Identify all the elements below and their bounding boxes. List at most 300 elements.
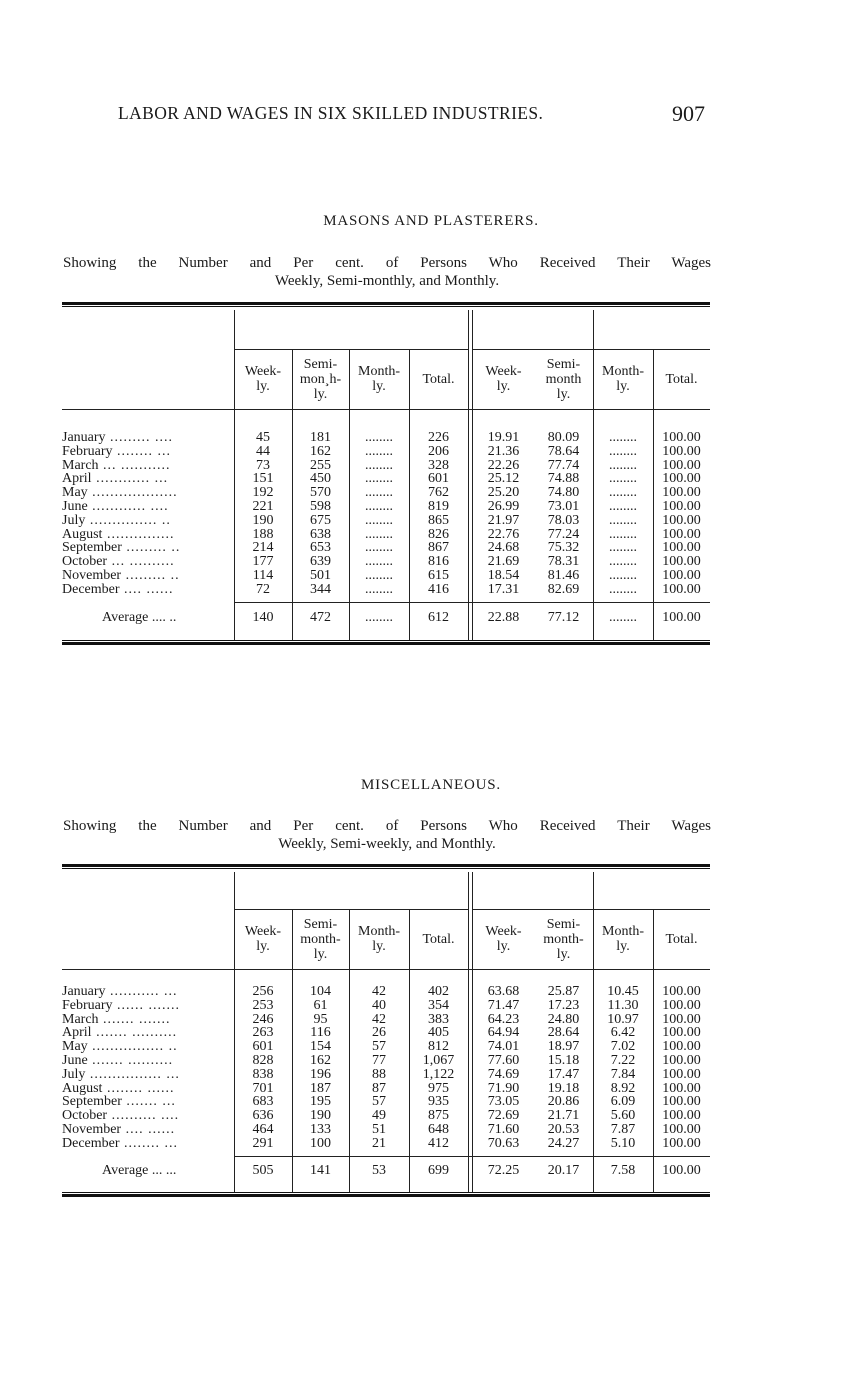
column-header-line: ly. <box>256 939 270 954</box>
month-name: January <box>62 985 106 999</box>
average-value-cell: ........ <box>609 610 637 625</box>
month-name: May <box>62 1040 88 1055</box>
value-cell: 181 <box>310 430 331 445</box>
value-cell: 57 <box>372 1039 386 1055</box>
month-cell <box>62 459 232 473</box>
month-cell <box>62 999 232 1013</box>
caption-line-1: Showing the Number and Per cent. of Persons Who Received Their Wages <box>63 818 711 834</box>
month-cell <box>62 431 232 445</box>
column-header-line: ly. <box>616 939 630 954</box>
value-cell: 49 <box>372 1108 386 1124</box>
value-cell: 64.23 <box>487 1011 520 1027</box>
value-cell: 246 <box>252 1011 274 1027</box>
table-bottom-rule <box>62 1192 710 1197</box>
leader-dots: ........ ... <box>119 1136 179 1151</box>
value-cell: 100.00 <box>662 526 701 542</box>
value-cell: 154 <box>310 1039 331 1055</box>
value-cell: 26.99 <box>487 499 520 514</box>
group-rule <box>234 909 468 910</box>
value-cell: 151 <box>252 471 274 487</box>
column-header-line: Month- <box>602 364 644 379</box>
average-row <box>62 1164 710 1178</box>
column-header-line: Month- <box>358 924 400 939</box>
column-header-line: Semi- <box>546 356 581 372</box>
value-cell: 187 <box>310 1080 331 1096</box>
value-cell: 77.60 <box>487 1053 520 1068</box>
month-name: December <box>62 1136 120 1151</box>
value-cell: 226 <box>428 430 449 445</box>
value-cell: 812 <box>428 1039 449 1055</box>
month-cell <box>62 541 232 555</box>
column-header <box>409 372 468 387</box>
value-cell: 61 <box>313 997 328 1013</box>
value-cell: 1,067 <box>422 1053 455 1068</box>
average-rule <box>234 602 710 603</box>
value-cell: 177 <box>252 554 274 570</box>
section-title: MISCELLANEOUS. <box>361 777 501 793</box>
value-cell: 162 <box>310 443 331 459</box>
column-header <box>534 357 593 402</box>
average-value-cell: 7.58 <box>610 1163 636 1178</box>
value-cell: ........ <box>609 443 637 459</box>
value-cell: 675 <box>310 512 331 528</box>
value-cell: ........ <box>609 512 637 528</box>
average-value-cell: 699 <box>428 1163 449 1178</box>
column-header-line: ly. <box>313 386 328 402</box>
value-cell: 100.00 <box>662 499 701 514</box>
value-cell: 6.09 <box>610 1094 636 1110</box>
value-cell: 77.24 <box>547 526 580 542</box>
value-cell: 24.80 <box>547 1011 580 1027</box>
month-cell <box>62 1137 232 1151</box>
value-cell: 195 <box>310 1094 331 1110</box>
month-name: April <box>62 1026 92 1041</box>
column-header-line: ly. <box>256 379 270 394</box>
value-cell: 21 <box>372 1135 386 1151</box>
masons-plasterers-table <box>62 302 710 647</box>
value-cell: 975 <box>428 1080 449 1096</box>
column-header <box>234 364 292 394</box>
column-header-line: Week- <box>244 924 282 939</box>
average-value-cell: 612 <box>428 610 449 625</box>
value-cell: 74.88 <box>547 471 580 487</box>
column-header-line: mon¸h- <box>299 371 342 387</box>
table-row <box>62 1137 710 1151</box>
value-cell: 826 <box>428 526 449 542</box>
value-cell: 100.00 <box>662 512 701 528</box>
group-rule <box>472 349 710 350</box>
value-cell: ........ <box>365 540 393 556</box>
average-value-cell: 100.00 <box>662 610 701 625</box>
column-header <box>473 364 534 394</box>
value-cell: 653 <box>310 540 331 556</box>
value-cell: 639 <box>310 554 331 570</box>
value-cell: 100.00 <box>662 1135 701 1151</box>
month-cell <box>62 1068 232 1082</box>
value-cell: 501 <box>310 568 331 583</box>
value-cell: 214 <box>252 540 274 556</box>
leader-dots: .... ...... <box>119 582 174 597</box>
leader-dots: ................ .. <box>87 1040 178 1055</box>
column-header-line: Total. <box>422 371 455 387</box>
value-cell: 100.00 <box>662 1066 701 1082</box>
value-cell: 100.00 <box>662 430 701 445</box>
value-cell: 22.76 <box>487 526 520 542</box>
value-cell: ........ <box>609 485 637 501</box>
value-cell: 328 <box>428 457 449 473</box>
value-cell: 192 <box>252 485 274 501</box>
value-cell: 25.12 <box>487 471 520 487</box>
average-value-cell: 141 <box>310 1163 331 1178</box>
value-cell: 100.00 <box>662 1011 701 1027</box>
value-cell: 70.63 <box>487 1135 520 1151</box>
value-cell: 100.00 <box>662 457 701 473</box>
value-cell: ........ <box>365 554 393 570</box>
value-cell: 100.00 <box>662 540 701 556</box>
month-cell <box>62 1026 232 1040</box>
leader-dots: ................... <box>87 486 178 501</box>
value-cell: 74.80 <box>547 485 580 501</box>
value-cell: 116 <box>310 1025 331 1041</box>
value-cell: 598 <box>310 499 331 514</box>
value-cell: ........ <box>609 581 637 597</box>
month-cell <box>62 1013 232 1027</box>
month-name: July <box>62 1067 86 1082</box>
value-cell: 71.90 <box>487 1080 520 1096</box>
column-header <box>409 932 468 947</box>
leader-dots: ........ ... <box>112 444 172 459</box>
column-header <box>292 357 349 402</box>
column-header <box>653 932 710 947</box>
table-row <box>62 1068 710 1082</box>
column-header <box>349 924 409 954</box>
value-cell: 24.27 <box>547 1135 580 1151</box>
value-cell: 25.87 <box>547 984 580 999</box>
caption-line-1: Showing the Number and Per cent. of Persons Who Received Their Wages <box>63 255 711 271</box>
value-cell: 253 <box>252 997 274 1013</box>
month-cell <box>62 1123 232 1137</box>
leader-dots: ... .......... <box>107 555 175 570</box>
leader-dots: ....... ... <box>121 1095 176 1110</box>
value-cell: ........ <box>609 554 637 570</box>
value-cell: 21.71 <box>547 1108 580 1124</box>
value-cell: 188 <box>252 526 274 542</box>
value-cell: 196 <box>310 1066 331 1082</box>
value-cell: 8.92 <box>610 1080 636 1096</box>
month-name: February <box>62 998 113 1013</box>
value-cell: 77 <box>372 1053 386 1068</box>
value-cell: 162 <box>310 1053 331 1068</box>
table-row <box>62 1123 710 1137</box>
column-header-line: ly. <box>556 386 571 402</box>
column-header-line: Week- <box>485 924 522 939</box>
leader-dots: ...... ....... <box>112 998 181 1013</box>
value-cell: 100.00 <box>662 1053 701 1068</box>
column-header-line: Semi- <box>546 916 581 932</box>
month-name: December <box>62 582 120 597</box>
value-cell: 867 <box>428 540 449 556</box>
value-cell: 256 <box>252 984 274 999</box>
value-cell: 20.53 <box>547 1122 580 1137</box>
column-header-line: Total. <box>665 931 698 947</box>
value-cell: 78.31 <box>547 554 580 570</box>
value-cell: 78.03 <box>547 512 580 528</box>
value-cell: 81.46 <box>547 568 580 583</box>
value-cell: 263 <box>252 1025 274 1041</box>
average-value-cell: 100.00 <box>662 1163 701 1178</box>
value-cell: 87 <box>372 1080 386 1096</box>
value-cell: 17.23 <box>547 997 580 1013</box>
leader-dots: ............... .. <box>85 513 171 528</box>
value-cell: 865 <box>428 512 449 528</box>
value-cell: ........ <box>365 485 393 501</box>
value-cell: ........ <box>365 526 393 542</box>
value-cell: 935 <box>428 1094 449 1110</box>
month-cell <box>62 1054 232 1068</box>
month-cell <box>62 514 232 528</box>
month-name: August <box>62 1081 103 1096</box>
table-row <box>62 1054 710 1068</box>
value-cell: 18.97 <box>547 1039 580 1055</box>
value-cell: 5.60 <box>610 1108 636 1124</box>
value-cell: ........ <box>609 526 637 542</box>
value-cell: 638 <box>310 526 331 542</box>
value-cell: 19.91 <box>487 430 520 445</box>
leader-dots: ......... .. <box>121 541 181 556</box>
value-cell: 10.45 <box>607 984 639 999</box>
value-cell: 405 <box>428 1025 449 1041</box>
value-cell: 63.68 <box>487 984 520 999</box>
leader-dots: .... ...... <box>121 1123 176 1137</box>
value-cell: 344 <box>310 581 331 597</box>
value-cell: 819 <box>428 499 449 514</box>
value-cell: ........ <box>365 568 393 583</box>
header-rule <box>62 409 710 410</box>
month-cell <box>62 1040 232 1054</box>
value-cell: 7.84 <box>610 1066 636 1082</box>
value-cell: 51 <box>372 1122 386 1137</box>
month-cell <box>62 1095 232 1109</box>
column-header-line: Week- <box>485 364 522 379</box>
table-row <box>62 445 710 459</box>
value-cell: 255 <box>310 457 331 473</box>
average-value-cell: ........ <box>365 610 393 625</box>
leader-dots: ......... .... <box>105 431 174 445</box>
average-value-cell: 53 <box>372 1163 386 1178</box>
average-value-cell: 22.88 <box>487 610 520 625</box>
value-cell: 206 <box>428 443 449 459</box>
table-bottom-rule <box>62 640 710 645</box>
table-row <box>62 500 710 514</box>
caption-line-2: Weekly, Semi-weekly, and Monthly. <box>278 836 496 852</box>
value-cell: 75.32 <box>547 540 580 556</box>
value-cell: 5.10 <box>610 1135 636 1151</box>
value-cell: 100.00 <box>662 1094 701 1110</box>
month-name: March <box>62 1012 99 1027</box>
value-cell: 73.01 <box>547 499 580 514</box>
value-cell: 601 <box>428 471 449 487</box>
month-cell <box>62 486 232 500</box>
value-cell: 354 <box>428 997 449 1013</box>
column-header-line: Month- <box>358 364 400 379</box>
miscellaneous-table <box>62 864 710 1201</box>
column-header <box>653 372 710 387</box>
value-cell: ........ <box>609 430 637 445</box>
value-cell: 464 <box>252 1122 274 1137</box>
column-header <box>292 917 349 962</box>
value-cell: 683 <box>252 1094 274 1110</box>
value-cell: 416 <box>428 581 449 597</box>
value-cell: 6.42 <box>610 1025 636 1041</box>
value-cell: 190 <box>252 512 274 528</box>
value-cell: 291 <box>252 1135 274 1151</box>
column-header <box>593 924 653 954</box>
value-cell: 64.94 <box>487 1025 520 1041</box>
value-cell: ........ <box>365 443 393 459</box>
value-cell: 114 <box>252 568 274 583</box>
month-cell <box>62 985 232 999</box>
table-caption <box>63 817 711 853</box>
average-value-cell: 140 <box>252 610 274 625</box>
column-header-line: Total. <box>422 931 455 947</box>
value-cell: 7.87 <box>610 1122 636 1137</box>
value-cell: 20.86 <box>547 1094 580 1110</box>
value-cell: 383 <box>428 1011 449 1027</box>
column-header-line: ly. <box>313 946 328 962</box>
section-title: MASONS AND PLASTERERS. <box>323 213 539 229</box>
average-value-cell: 72.25 <box>487 1163 520 1178</box>
value-cell: 10.97 <box>607 1011 639 1027</box>
value-cell: 7.02 <box>610 1039 636 1055</box>
value-cell: 100.00 <box>662 471 701 487</box>
table-row <box>62 985 710 999</box>
average-label: Average ... ... <box>102 1163 177 1178</box>
value-cell: 19.18 <box>547 1080 580 1096</box>
value-cell: 11.30 <box>607 997 639 1013</box>
value-cell: 100 <box>310 1135 331 1151</box>
value-cell: 21.69 <box>487 554 520 570</box>
table-top-rule <box>62 864 710 869</box>
value-cell: 100.00 <box>662 443 701 459</box>
value-cell: 615 <box>428 568 449 583</box>
table-row <box>62 514 710 528</box>
value-cell: 71.60 <box>487 1122 520 1137</box>
month-cell <box>62 1109 232 1123</box>
leader-dots: ............... <box>102 527 175 542</box>
month-cell <box>62 528 232 542</box>
value-cell: 601 <box>252 1039 274 1055</box>
value-cell: 18.54 <box>487 568 520 583</box>
leader-dots: ....... .......... <box>91 1026 178 1041</box>
group-rule <box>472 909 710 910</box>
value-cell: 221 <box>252 499 274 514</box>
value-cell: ........ <box>365 471 393 487</box>
column-header-line: month <box>545 371 582 387</box>
value-cell: 133 <box>310 1122 331 1137</box>
month-name: July <box>62 513 86 528</box>
value-cell: 82.69 <box>547 581 580 597</box>
value-cell: 100.00 <box>662 568 701 583</box>
month-cell <box>62 472 232 486</box>
column-header-line: Month- <box>602 924 644 939</box>
column-header-line: ly. <box>496 939 511 954</box>
leader-dots: ............ .... <box>87 500 169 514</box>
value-cell: 100.00 <box>662 1025 701 1041</box>
column-header-line: ly. <box>372 379 386 394</box>
value-cell: 80.09 <box>547 430 580 445</box>
value-cell: 71.47 <box>487 997 520 1013</box>
month-name: September <box>62 541 122 556</box>
value-cell: ........ <box>609 471 637 487</box>
month-cell <box>62 1082 232 1096</box>
month-name: January <box>62 431 106 445</box>
leader-dots: ........... ... <box>105 985 178 999</box>
value-cell: 100.00 <box>662 997 701 1013</box>
month-cell <box>62 555 232 569</box>
month-name: September <box>62 1095 122 1110</box>
value-cell: ........ <box>365 430 393 445</box>
value-cell: ........ <box>609 457 637 473</box>
column-header <box>473 924 534 954</box>
value-cell: 412 <box>428 1135 449 1151</box>
value-cell: 450 <box>310 471 331 487</box>
value-cell: 100.00 <box>662 581 701 597</box>
table-row <box>62 999 710 1013</box>
leader-dots: ......... .. <box>121 569 180 583</box>
value-cell: 17.47 <box>547 1066 580 1082</box>
page-number: 907 <box>672 101 705 126</box>
value-cell: 72.69 <box>487 1108 520 1124</box>
leader-dots: ............ ... <box>91 472 169 487</box>
month-name: August <box>62 527 103 542</box>
value-cell: 72 <box>256 581 270 597</box>
value-cell: 74.69 <box>487 1066 520 1082</box>
column-header <box>534 917 593 962</box>
column-header-line: Semi- <box>303 916 338 932</box>
value-cell: ........ <box>365 512 393 528</box>
value-cell: 88 <box>372 1066 386 1082</box>
value-cell: 636 <box>252 1108 274 1124</box>
value-cell: 24.68 <box>487 540 520 556</box>
value-cell: ........ <box>365 457 393 473</box>
month-name: June <box>62 1054 88 1068</box>
value-cell: 40 <box>372 997 386 1013</box>
column-header-line: Total. <box>665 371 698 387</box>
month-cell <box>62 569 232 583</box>
value-cell: 25.20 <box>487 485 520 501</box>
value-cell: 100.00 <box>662 1080 701 1096</box>
month-name: November <box>62 569 122 583</box>
column-header-line: ly. <box>496 379 511 394</box>
value-cell: 21.36 <box>487 443 520 459</box>
value-cell: ........ <box>609 499 637 514</box>
value-cell: 816 <box>428 554 449 570</box>
value-cell: 838 <box>252 1066 274 1082</box>
month-name: February <box>62 444 113 459</box>
leader-dots: ....... .......... <box>87 1054 174 1068</box>
month-cell <box>62 445 232 459</box>
value-cell: 100.00 <box>662 554 701 570</box>
running-head <box>118 101 718 129</box>
value-cell: 45 <box>256 430 270 445</box>
value-cell: 26 <box>372 1025 386 1041</box>
month-name: April <box>62 472 92 487</box>
value-cell: 100.00 <box>662 1122 701 1137</box>
value-cell: 44 <box>256 443 270 459</box>
table-top-rule <box>62 302 710 307</box>
average-value-cell: 77.12 <box>547 610 580 625</box>
value-cell: 22.26 <box>487 457 520 473</box>
